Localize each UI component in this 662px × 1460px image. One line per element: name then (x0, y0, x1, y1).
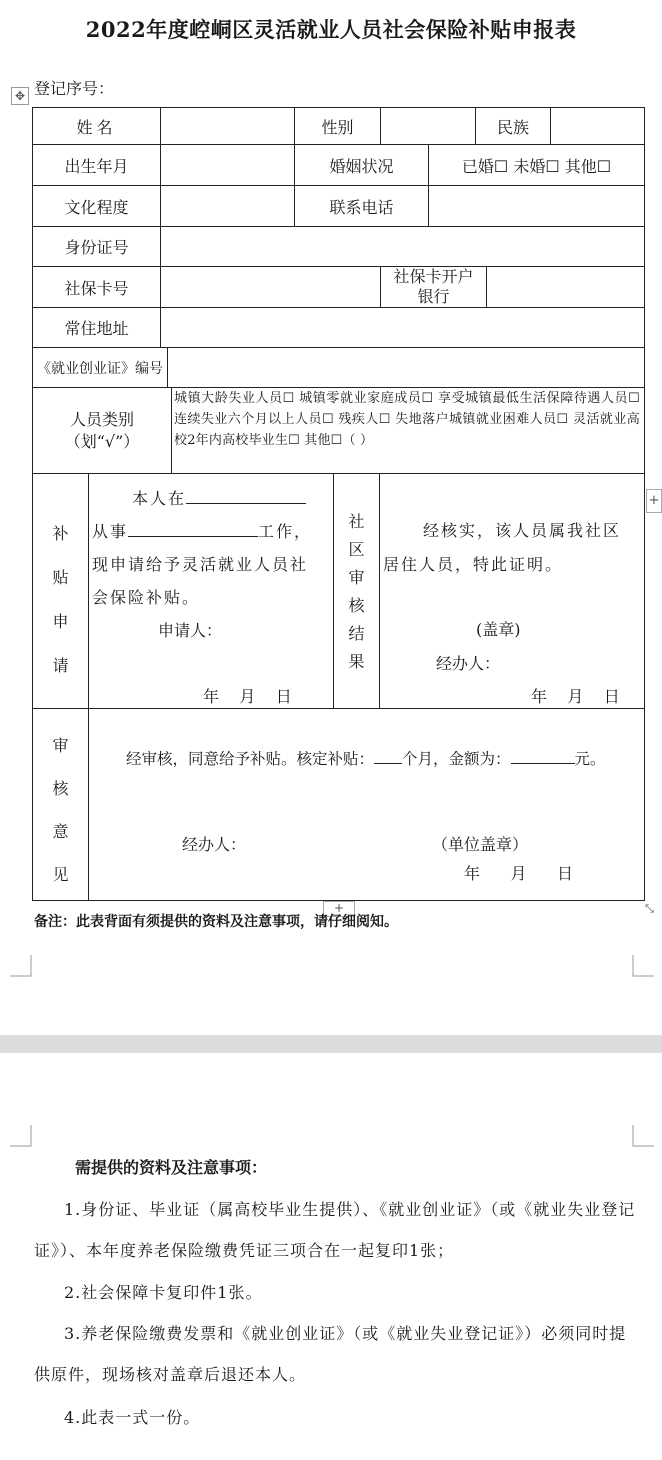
workplace-blank[interactable] (186, 485, 306, 504)
address-label: 常住地址 (64, 319, 129, 338)
review-side-char: 核 (52, 779, 69, 798)
community-seal: (盖章) (476, 620, 521, 639)
review-side-char: 审 (52, 736, 69, 755)
marital-label: 婚姻状况 (329, 156, 394, 176)
community-side-char: 核 (348, 596, 365, 615)
community-side-char: 结 (348, 624, 365, 643)
review-side-char: 见 (52, 865, 69, 884)
page-corner-mark (632, 955, 654, 977)
add-column-plus-icon[interactable]: + (646, 489, 662, 513)
birth-label: 出生年月 (64, 156, 129, 176)
bank-label-line1: 社保卡开户 (393, 267, 474, 286)
community-side-label (334, 508, 379, 676)
community-side-char: 果 (348, 652, 365, 671)
resize-icon[interactable]: ⤡ (645, 902, 654, 915)
community-date: 年 月 日 (531, 687, 620, 706)
ethnicity-field[interactable] (551, 108, 644, 144)
review-date: 年 月 日 (464, 864, 574, 883)
apply-side-char: 补 (52, 524, 69, 543)
ethnicity-label: 民族 (496, 117, 529, 137)
review-text-c: 元。 (574, 750, 606, 768)
review-side-char: 意 (52, 822, 69, 841)
id-field[interactable] (161, 227, 644, 266)
job-blank[interactable] (128, 518, 258, 537)
card-field[interactable] (161, 267, 380, 307)
apply-line1: 本人在 (132, 489, 187, 508)
registration-number-label: 登记序号： (34, 79, 115, 98)
bank-field[interactable] (487, 267, 644, 307)
page-title: 2022年度崆峒区灵活就业人员社会保险补贴申报表 (85, 17, 577, 42)
apply-side-char: 贴 (52, 568, 69, 587)
apply-side-char: 请 (52, 656, 69, 675)
requirement-item: 1.身份证、毕业证（属高校毕业生提供）、《就业创业证》（或《就业失业登记证》）、本年度养老保险缴费凭证三项合在一起复印1张； (34, 1200, 636, 1260)
apply-side-char: 申 (52, 612, 69, 631)
page-corner-mark (632, 1125, 654, 1147)
requirement-item: 3.养老保险缴费发票和《就业创业证》（或《就业失业登记证》）必须同时提供原件，现场核对盖章后退还本人。 (34, 1324, 627, 1384)
cert-number-field[interactable] (168, 348, 644, 387)
name-label: 姓名 (76, 117, 117, 137)
review-handler-label: 经办人： (182, 835, 247, 854)
review-seal: （单位盖章） (432, 835, 529, 854)
page-separator (0, 1035, 662, 1053)
review-side-label (33, 724, 88, 896)
applicant-label: 申请人： (158, 621, 223, 640)
page-corner-mark (10, 1125, 32, 1147)
name-field[interactable] (161, 108, 294, 144)
cert-number-label: 《就业创业证》编号 (37, 360, 163, 377)
footnote: 备注：此表背面有须提供的资料及注意事项，请仔细阅知。 (34, 914, 398, 930)
add-row-plus-icon[interactable]: + (323, 901, 355, 917)
apply-line3: 现申请给予灵活就业人员社会保险补贴。 (92, 555, 309, 607)
marital-options[interactable]: 已婚☐ 未婚☐ 其他☐ (461, 156, 612, 176)
education-field[interactable] (161, 186, 294, 226)
gender-field[interactable] (381, 108, 475, 144)
phone-field[interactable] (429, 186, 644, 226)
requirement-item: 4.此表一式一份。 (64, 1408, 201, 1427)
id-label: 身份证号 (64, 238, 129, 257)
move-icon[interactable]: ✥ (11, 87, 29, 105)
community-handler-label: 经办人： (436, 654, 501, 673)
address-field[interactable] (161, 308, 644, 347)
bank-label (381, 267, 486, 307)
review-text-a: 经审核，同意给予补贴。核定补贴： (126, 750, 375, 768)
requirements-title: 需提供的资料及注意事项： (75, 1158, 268, 1177)
category-label-line2: （划“√”） (64, 431, 140, 451)
community-side-char: 区 (348, 540, 365, 559)
category-label-line1: 人员类别 (69, 409, 134, 429)
category-options[interactable]: 城镇大龄失业人员☐ 城镇零就业家庭成员☐ 享受城镇最低生活保障待遇人员☐ 连续失业六个月以上人员☐ 残疾人☐ 失地落户城镇就业困难人员☐ 灵活就业高校2年内高校毕业生☐ 其他☐（ ） (174, 391, 640, 448)
apply-line2a: 从事 (92, 522, 129, 541)
category-label (33, 388, 171, 473)
page-corner-mark (10, 955, 32, 977)
gender-label: 性别 (321, 117, 354, 137)
review-statement (126, 745, 606, 769)
birth-field[interactable] (161, 145, 294, 185)
amount-blank[interactable] (511, 745, 575, 764)
community-statement: 经核实，该人员属我社区居住人员，特此证明。 (383, 521, 622, 574)
apply-side-label (33, 512, 88, 688)
months-blank[interactable] (374, 745, 402, 764)
requirement-item: 2.社会保障卡复印件1张。 (64, 1283, 263, 1302)
apply-statement (92, 482, 324, 614)
community-side-char: 社 (348, 512, 365, 531)
apply-date: 年 月 日 (203, 687, 292, 706)
card-label: 社保卡号 (64, 278, 129, 298)
apply-line2b: 工作， (258, 522, 313, 541)
community-side-char: 审 (348, 568, 365, 587)
phone-label: 联系电话 (329, 197, 394, 217)
bank-label-line2: 银行 (417, 287, 450, 306)
education-label: 文化程度 (64, 197, 129, 217)
review-text-b: 个月，金额为： (402, 750, 511, 768)
